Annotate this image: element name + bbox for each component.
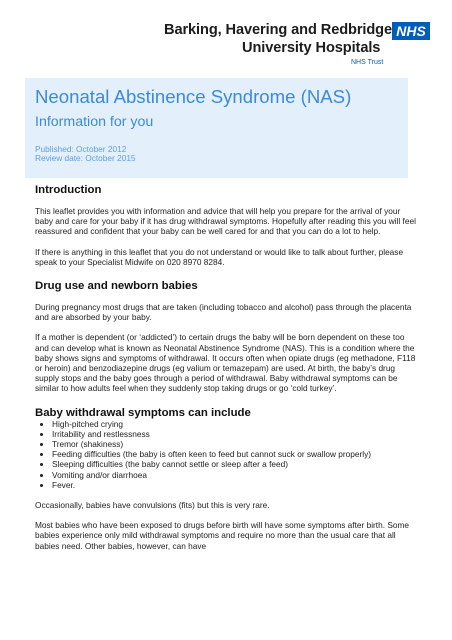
list-item: • Sleeping difficulties (the baby cannot settle or sleep after a feed)	[52, 459, 417, 469]
list-item: • Fever.	[52, 480, 417, 490]
trust-logo	[164, 22, 434, 72]
list-item: • Irritability and restlessness	[52, 429, 417, 439]
trust-name-line2: University Hospitals	[242, 40, 381, 56]
list-item: • Feeding difficulties (the baby is often keen to feed but cannot suck or swallow properly)	[52, 449, 417, 459]
symptoms-list	[35, 419, 417, 490]
intro-paragraph-1: This leaflet provides you with information and advice that will help you prepare for the arrival of your baby and care for your baby if it has drug withdrawal symptoms. Hopefully after reading this you will feel reassured and confident that your baby can be well cared for and that you can do a lot to help.	[35, 206, 416, 237]
list-item: • Vomiting and/or diarrhoea	[52, 470, 417, 480]
document-subtitle: Information for you	[35, 114, 154, 130]
drug-use-paragraph-1: During pregnancy most drugs that are taken (including tobacco and alcohol) pass through the placenta and are absorbed by your baby.	[35, 302, 412, 323]
intro-paragraph-2: If there is anything in this leaflet that you do not understand or would like to talk about further, please speak to your Specialist Midwife on 020 8970 8284.	[35, 246, 404, 267]
symptoms-paragraph-2: Most babies who have been exposed to drugs before birth will have some symptoms after birth. Some babies experience only mild withdrawal symptoms and require no more than the usual care that all babies need. Other babies, however, can have	[35, 520, 410, 551]
document-title: Neonatal Abstinence Syndrome (NAS)	[35, 86, 352, 107]
review-date: Review date: October 2015	[35, 153, 136, 163]
symptoms-paragraph-1: Occasionally, babies have convulsions (fits) but this is very rare.	[35, 500, 270, 511]
trust-name-line3: NHS Trust	[351, 59, 384, 66]
section-heading-drug-use: Drug use and newborn babies	[35, 280, 198, 293]
section-heading-introduction: Introduction	[35, 184, 102, 196]
drug-use-paragraph-2: If a mother is dependent (or ‘addicted’) to certain drugs the baby will be born dependent on these too and can develop what is known as Neonatal Abstinence Syndrome (NAS). This is a condition where the baby shows signs and symptoms of withdrawal. It occurs often when opiate drugs (eg methadone, F118 or heroin) and benzodiazepine drugs (eg valium or temazepam) are used. At birth, the baby’s drug supply stops and the baby goes through a period of withdrawal. Baby withdrawal symptoms can be similar to how adults feel when they suddenly stop taking drugs or go ‘cold turkey’.	[35, 332, 416, 394]
published-date: Published: October 2012	[35, 144, 127, 154]
nhs-logo: NHS	[392, 22, 430, 40]
document-body	[35, 184, 417, 551]
trust-name-line1: Barking, Havering and Redbridge	[164, 22, 393, 38]
list-item: • High-pitched crying	[52, 419, 417, 429]
list-item: • Tremor (shakiness)	[52, 439, 417, 449]
section-heading-symptoms: Baby withdrawal symptoms can include	[35, 406, 251, 419]
